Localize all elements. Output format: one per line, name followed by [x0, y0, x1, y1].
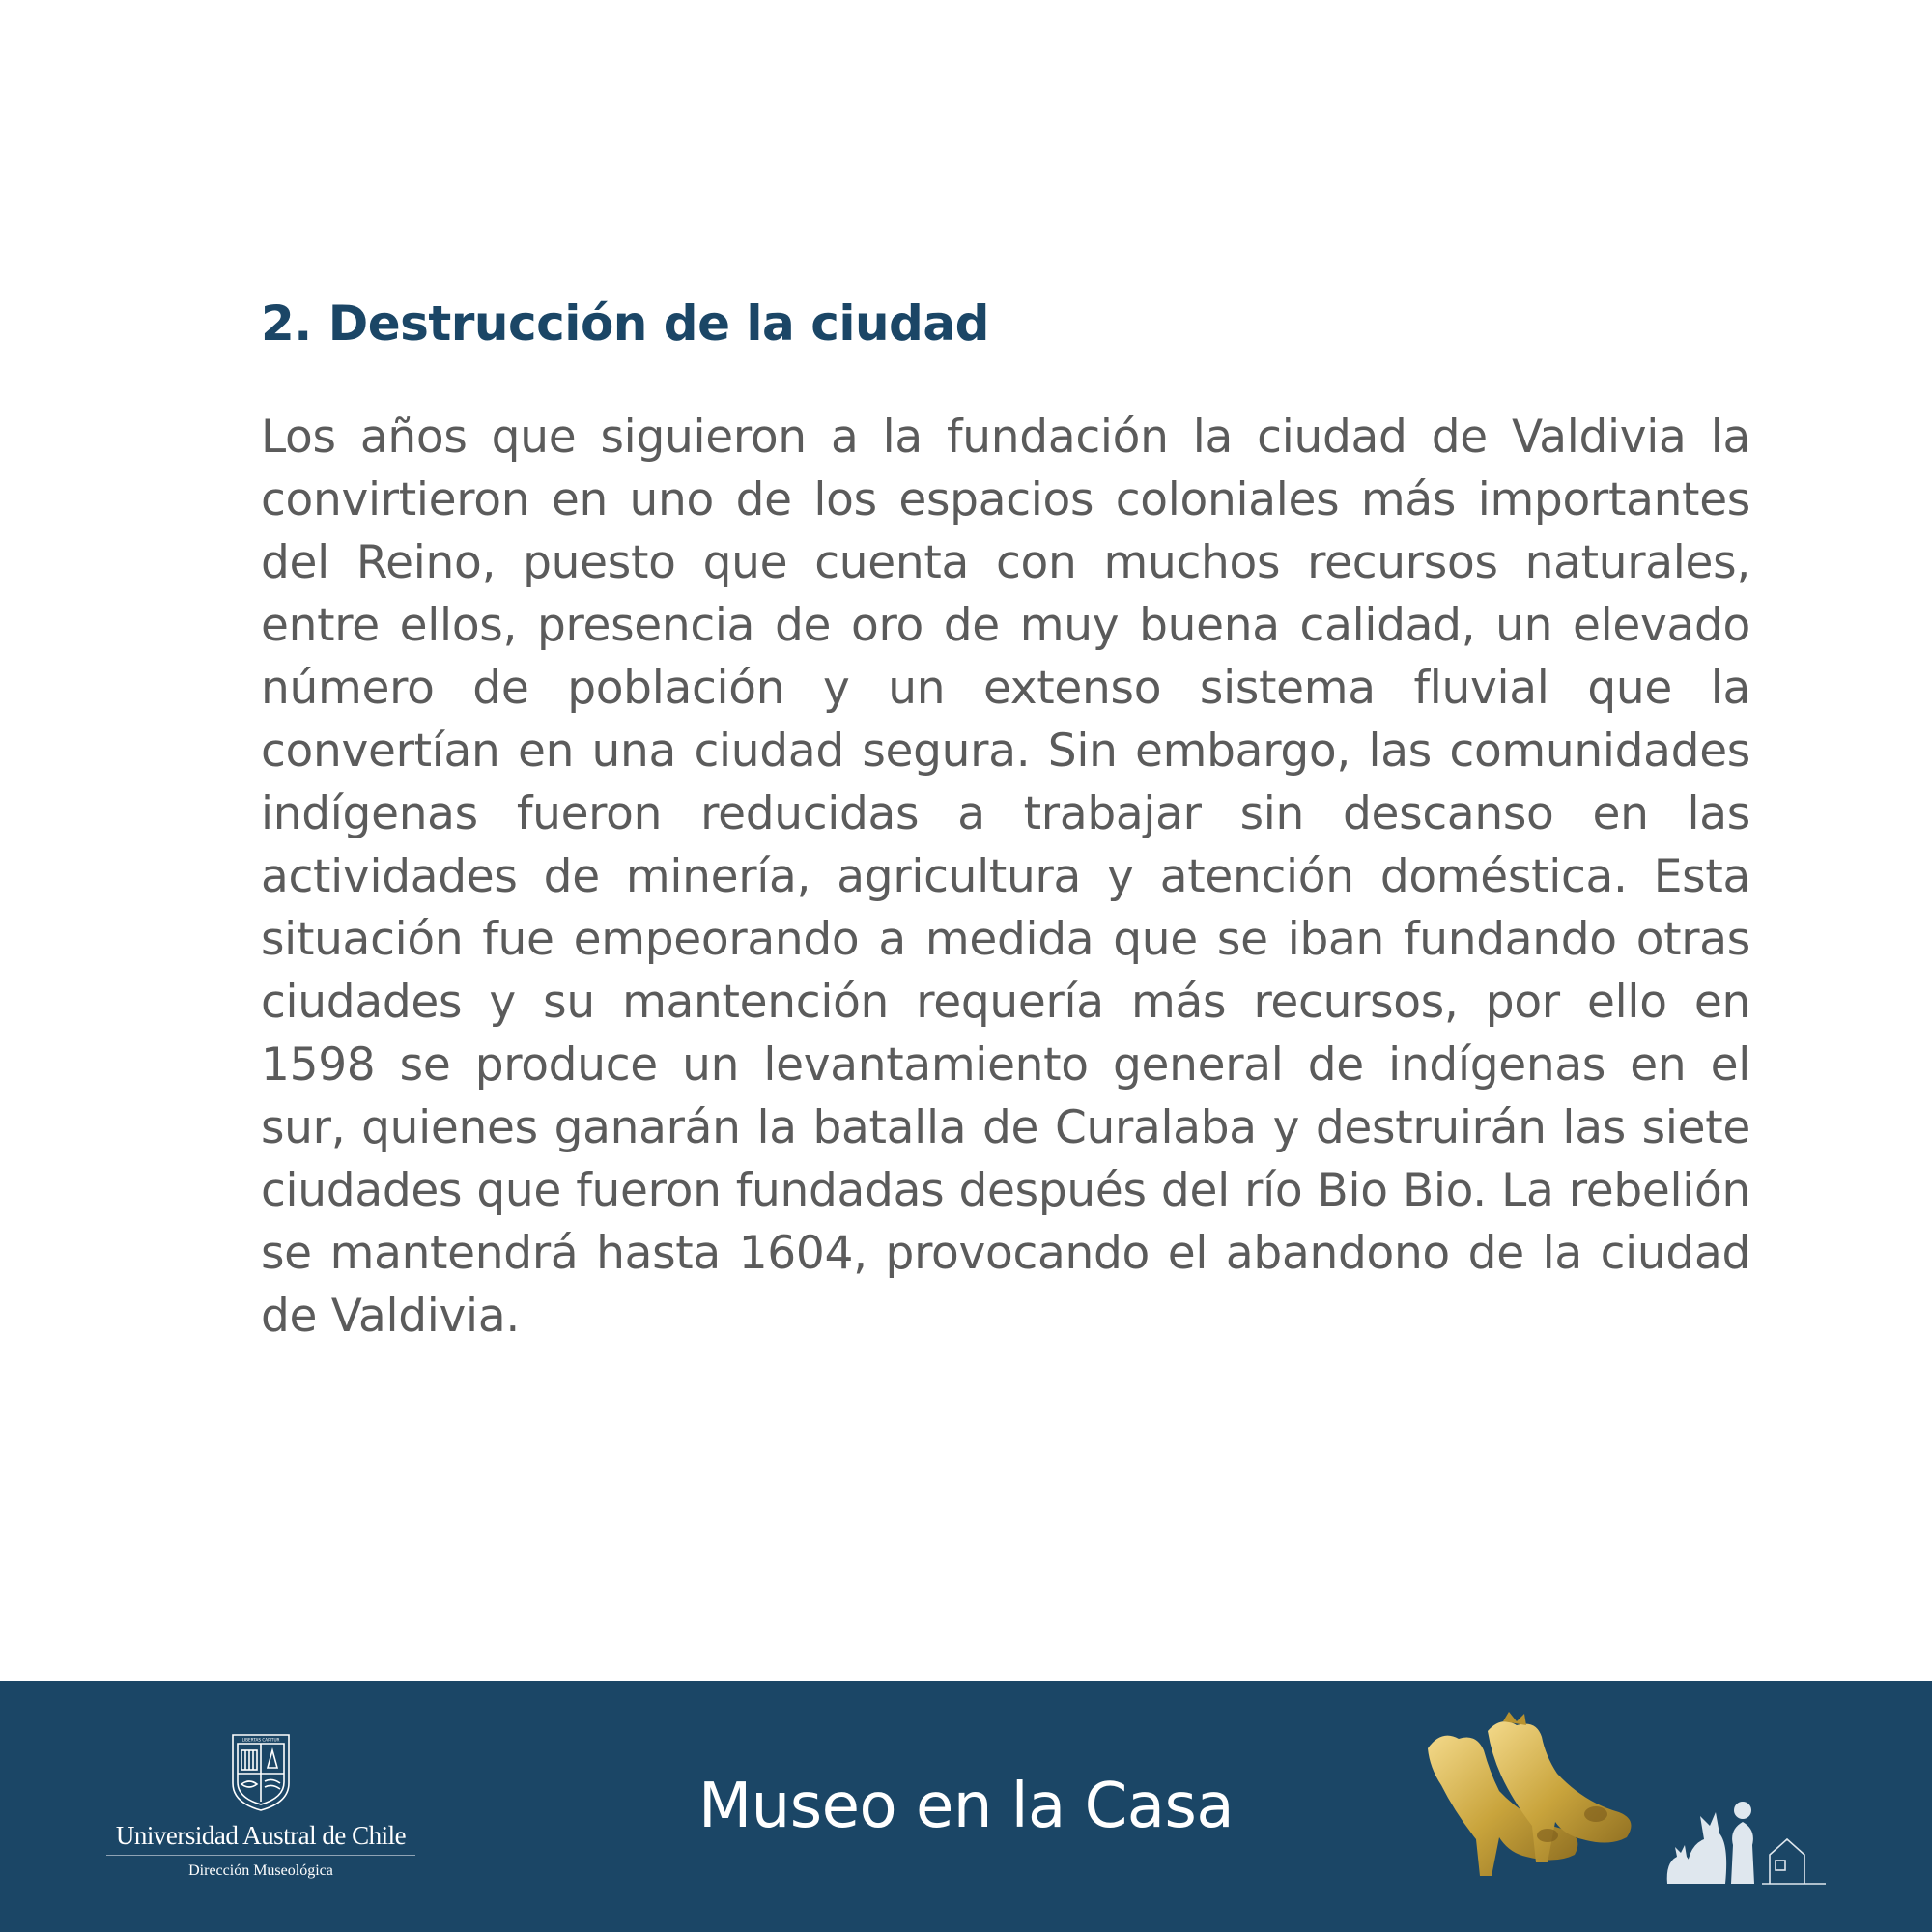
university-logo: [106, 1731, 415, 1883]
university-crest-icon: [227, 1731, 295, 1812]
program-title: Museo en la Casa: [697, 1771, 1235, 1842]
section-title: 2. Destrucción de la ciudad: [261, 296, 989, 352]
article: [261, 290, 1750, 1348]
family-pets-icon: [1662, 1795, 1826, 1891]
svg-text:LIBERTAS CAPITUR: LIBERTAS CAPITUR: [242, 1737, 280, 1743]
logo-divider: [106, 1855, 415, 1856]
university-name: Universidad Austral de Chile: [115, 1821, 407, 1850]
footer-band: [0, 1681, 1932, 1932]
section-body: Los años que siguieron a la fundación la ciudad de Valdivia la convirtieron en uno de los espacios coloniales más importantes del Reino, puesto que cuenta con muchos recursos naturales, entre ellos, presencia de oro de muy buena calidad, un elevado número de población y un extenso sistema fluvial que la convertían en una ciudad segura. Sin embargo, las comunidades indígenas fueron reducidas a trabajar sin descanso en las actividades de minería, agricultura y atención doméstica. Esta situación fue empeorando a medida que se iban fundando otras ciudades y su mantención requería más recursos, por ello en 1598 se produce un levantamiento general de indígenas en el sur, quienes ganarán la batalla de Curalaba y destruirán las siete ciudades que fueron fundadas después del río Bio Bio. La rebelión se mantendrá hasta 1604, provocando el abandono de la ciudad de Valdivia.: [261, 411, 1750, 1343]
golden-shoes-icon: [1420, 1712, 1642, 1905]
department-name: Dirección Museológica: [188, 1862, 333, 1879]
